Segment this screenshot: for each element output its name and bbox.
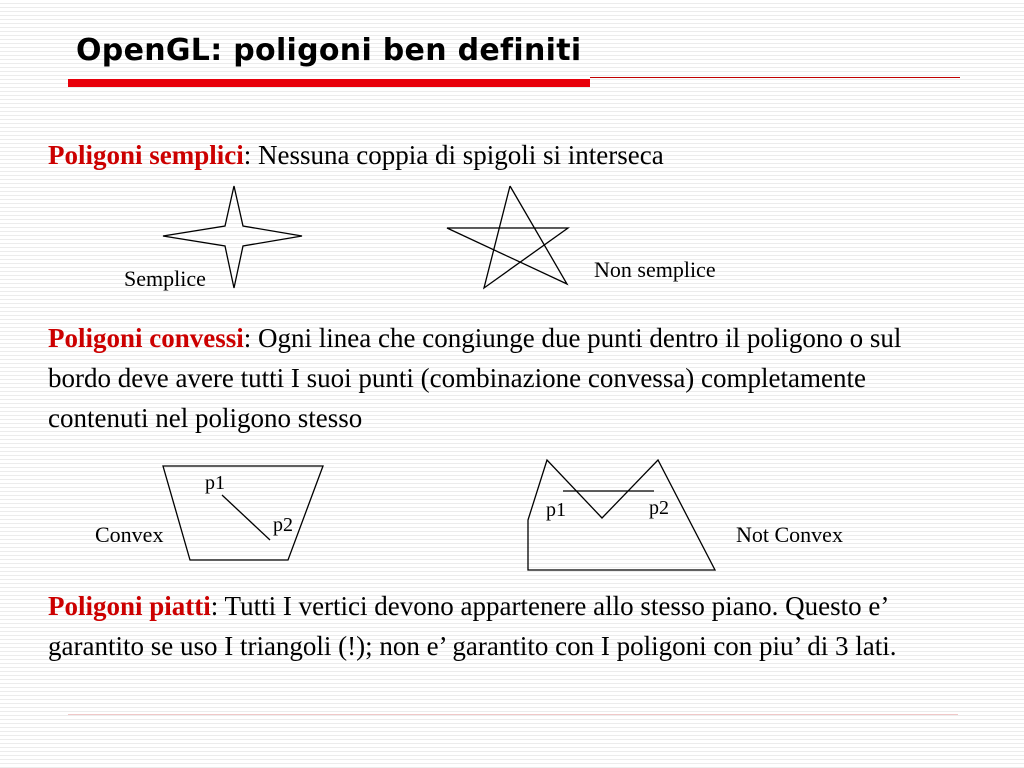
figure-label-convex: Convex (95, 522, 164, 547)
convex-point-label-p2: p2 (273, 514, 293, 536)
section-text: Ogni linea che congiunge due punti dentro il poligono o sul bordo deve avere tutti I suoi punti (combinazione convessa) completamente contenuti nel poligono stesso (48, 323, 902, 433)
section-term: Poligoni convessi (48, 323, 244, 353)
convex-point-label-p1: p1 (205, 472, 225, 494)
section-separator: : (243, 323, 259, 353)
section-term: Poligoni semplici (48, 140, 244, 170)
section-text: Nessuna coppia di spigoli si interseca (258, 140, 664, 170)
not-convex-point-label-p1: p1 (546, 499, 566, 521)
section-term: Poligoni piatti (48, 591, 211, 621)
footer-divider (68, 714, 958, 715)
figure-label-simple: Semplice (124, 266, 206, 291)
figure-label-not-convex: Not Convex (736, 522, 843, 547)
figure-label-non-simple: Non semplice (594, 257, 716, 282)
convex-trapezoid-shape (163, 466, 323, 560)
convex-segment-line (222, 495, 270, 540)
pentagram-shape (447, 186, 568, 288)
slide-title: OpenGL: poligoni ben definiti (76, 33, 582, 68)
section-separator: : (210, 591, 225, 621)
section-separator: : (243, 140, 259, 170)
not-convex-point-label-p2: p2 (649, 497, 669, 519)
section-text: Tutti I vertici devono appartenere allo stesso piano. Questo e’ garantito se uso I triangoli (!); non e’ garantito con I poligoni con piu’ di 3 lati. (48, 591, 897, 661)
